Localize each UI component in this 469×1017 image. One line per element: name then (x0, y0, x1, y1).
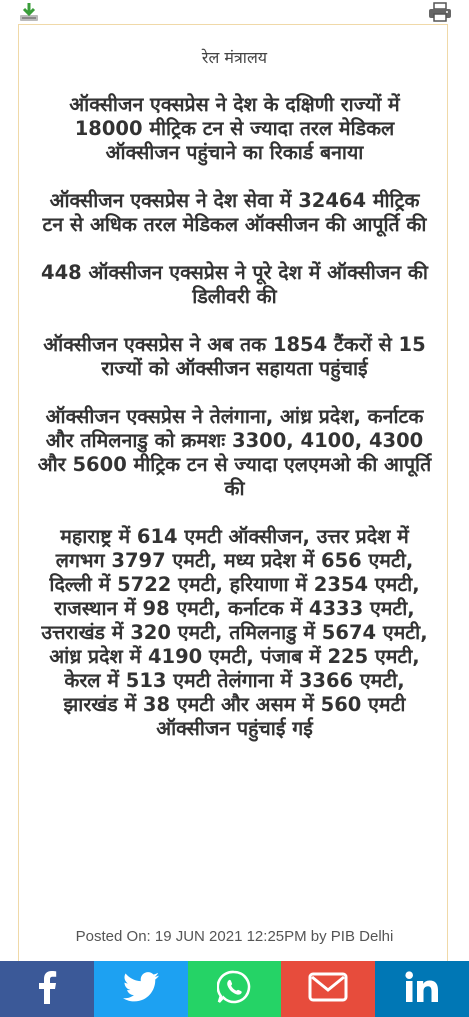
headline-3: 448 ऑक्सीजन एक्सप्रेस ने पूरे देश में ऑक्सीजन की डिलीवरी की (41, 261, 428, 308)
ministry-name: रेल मंत्रालय (201, 48, 268, 67)
printer-icon[interactable] (428, 2, 452, 22)
share-twitter-button[interactable] (94, 961, 188, 1017)
facebook-icon (36, 970, 58, 1008)
headline-6: महाराष्ट्र में 614 एमटी ऑक्सीजन, उत्तर प्रदेश में लगभग 3797 एमटी, मध्य प्रदेश में 656 एमटी, दिल्ली में 5722 एमटी, हरियाणा में 2354 एमटी, राजस्थान में 98 एमटी, कर्नाटक में 4333 एमटी, उत्तराखंड में 320 एमटी, तमिलनाडु में 5674 एमटी, आंध्र प्रदेश में 4190 एमटी, पंजाब में 225 एमटी, केरल में 513 एमटी तेलंगाना में 3366 एमटी, झारखंड में 38 एमटी और असम में 560 एमटी ऑक्सीजन पहुंचाई गई (41, 525, 428, 740)
share-email-button[interactable] (281, 961, 375, 1017)
headline-5: ऑक्सीजन एक्सप्रेस ने तेलंगाना, आंध्र प्रदेश, कर्नाटक और तमिलनाडु को क्रमशः 3300, 4100, 4300 और 5600 मीट्रिक टन से ज्यादा एलएमओ की आपूर्ति की (37, 405, 432, 500)
headline-1: ऑक्सीजन एक्सप्रेस ने देश के दक्षिणी राज्यों में 18000 मीट्रिक टन से ज्यादा तरल मेडिकल ऑक्सीजन पहुंचाने का रिकार्ड बनाया (69, 93, 400, 164)
email-icon (308, 972, 348, 1006)
share-whatsapp-button[interactable] (188, 961, 282, 1017)
download-icon[interactable] (18, 2, 40, 22)
twitter-icon (123, 972, 159, 1006)
top-toolbar (0, 0, 469, 24)
linkedin-icon (405, 971, 439, 1007)
share-bar (0, 961, 469, 1017)
posted-on: Posted On: 19 JUN 2021 12:25PM by PIB Delhi (75, 928, 394, 945)
headline-2: ऑक्सीजन एक्सप्रेस ने देश सेवा में 32464 मीट्रिक टन से अधिक तरल मेडिकल ऑक्सीजन की आपूर्ति की (42, 189, 427, 236)
headline-4: ऑक्सीजन एक्सप्रेस ने अब तक 1854 टैंकरों से 15 राज्यों को ऑक्सीजन सहायता पहुंचाई (43, 333, 426, 380)
headline-list (36, 93, 433, 765)
share-facebook-button[interactable] (0, 961, 94, 1017)
whatsapp-icon (217, 970, 251, 1008)
share-linkedin-button[interactable] (375, 961, 469, 1017)
